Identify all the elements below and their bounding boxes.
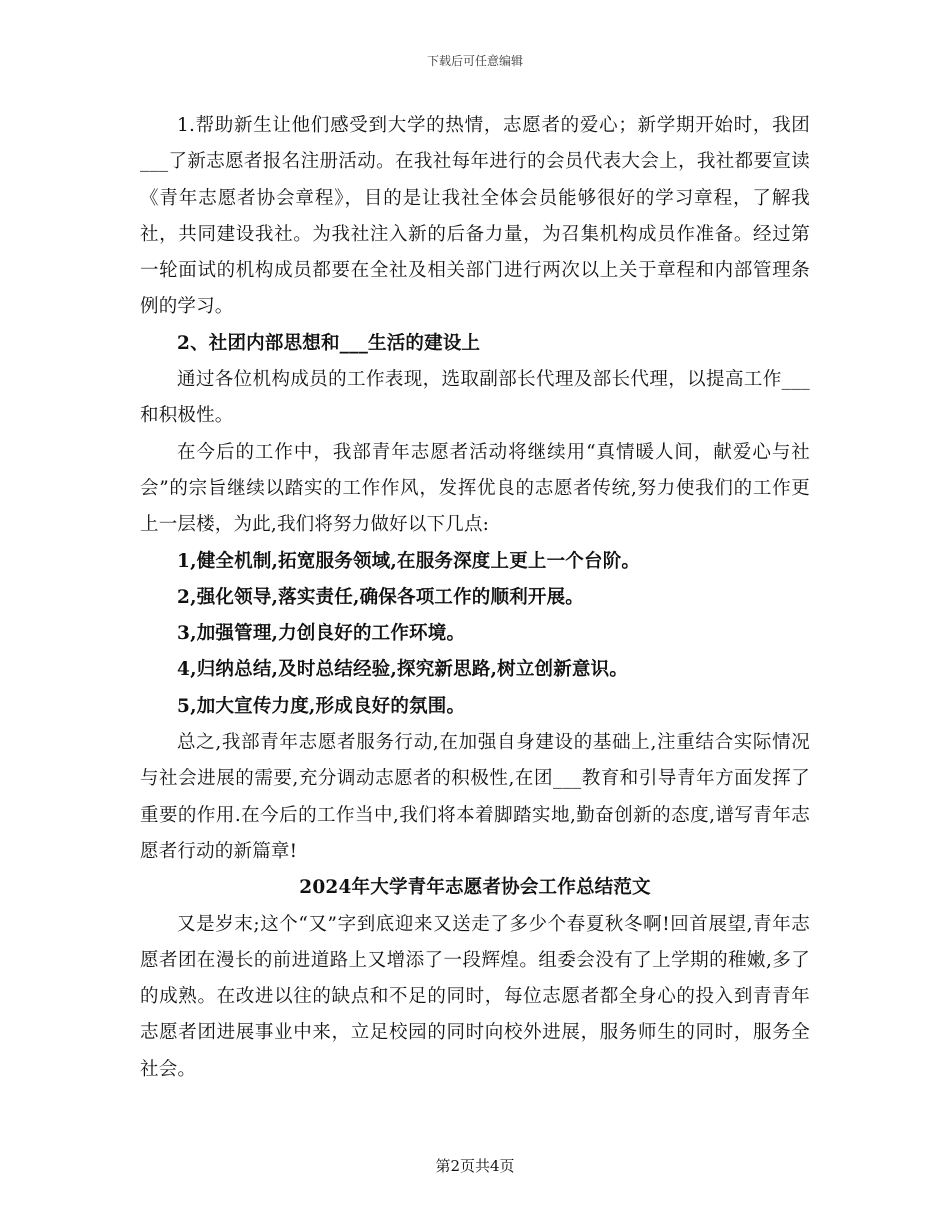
point-2: 2,强化领导,落实责任,确保各项工作的顺利开展。	[177, 586, 584, 608]
paragraph-year-end: 又是岁末;这个“又”字到底迎来又送走了多少个春夏秋冬啊!回首展望,青年志愿者团在漫长的前进道路上又增添了一段辉煌。组委会没有了上学期的稚嫩,多了的成熟。在改进以往的缺点和不足的同时，每位志愿者都全身心的投入到青青年志愿者团进展事业中来，立足校园的同时向校外进展，服务师生的同时，服务全社会。	[140, 913, 810, 1080]
point-5: 5,加大宣传力度,形成良好的氛围。	[177, 695, 466, 717]
point-1: 1,健全机制,拓宽服务领域,在服务深度上更上一个台阶。	[177, 550, 641, 572]
document-body	[140, 108, 810, 1088]
article-title: 2024年大学青年志愿者协会工作总结范文	[299, 877, 651, 899]
point-4: 4,归纳总结,及时总结经验,探究新思路,树立创新意识。	[177, 659, 629, 681]
page-header: 下载后可任意编辑	[426, 54, 523, 68]
section-heading-internal-building: 2、社团内部思想和___生活的建设上	[177, 332, 481, 354]
paragraph-selection: 通过各位机构成员的工作表现，选取副部长代理及部长代理，以提高工作___和积极性。	[140, 369, 810, 427]
paragraph-future-work: 在今后的工作中，我部青年志愿者活动将继续用“真情暖人间，献爱心与社会”的宗旨继续以踏实的工作作风，发挥优良的志愿者传统,努力使我们的工作更上一层楼，为此,我们将努力做好以下几点:	[140, 441, 810, 536]
point-3: 3,加强管理,力创良好的工作环境。	[177, 623, 466, 645]
paragraph-recruitment: 1.帮助新生让他们感受到大学的热情，志愿者的爱心；新学期开始时，我团___了新志愿者报名注册活动。在我社每年进行的会员代表大会上，我社都要宣读《青年志愿者协会章程》，目的是让我社全体会员能够很好的学习章程，了解我社，共同建设我社。为我社注入新的后备力量，为召集机构成员作准备。经过第一轮面试的机构成员都要在全社及相关部门进行两次以上关于章程和内部管理条例的学习。	[140, 115, 810, 318]
paragraph-conclusion: 总之,我部青年志愿者服务行动,在加强自身建设的基础上,注重结合实际情况与社会进展的需要,充分调动志愿者的积极性,在团___教育和引导青年方面发挥了重要的作用.在今后的工作当中,我们将本着脚踏实地,勤奋创新的态度,谱写青年志愿者行动的新篇章!	[140, 732, 810, 862]
page-number: 第2页共4页	[435, 1157, 515, 1175]
